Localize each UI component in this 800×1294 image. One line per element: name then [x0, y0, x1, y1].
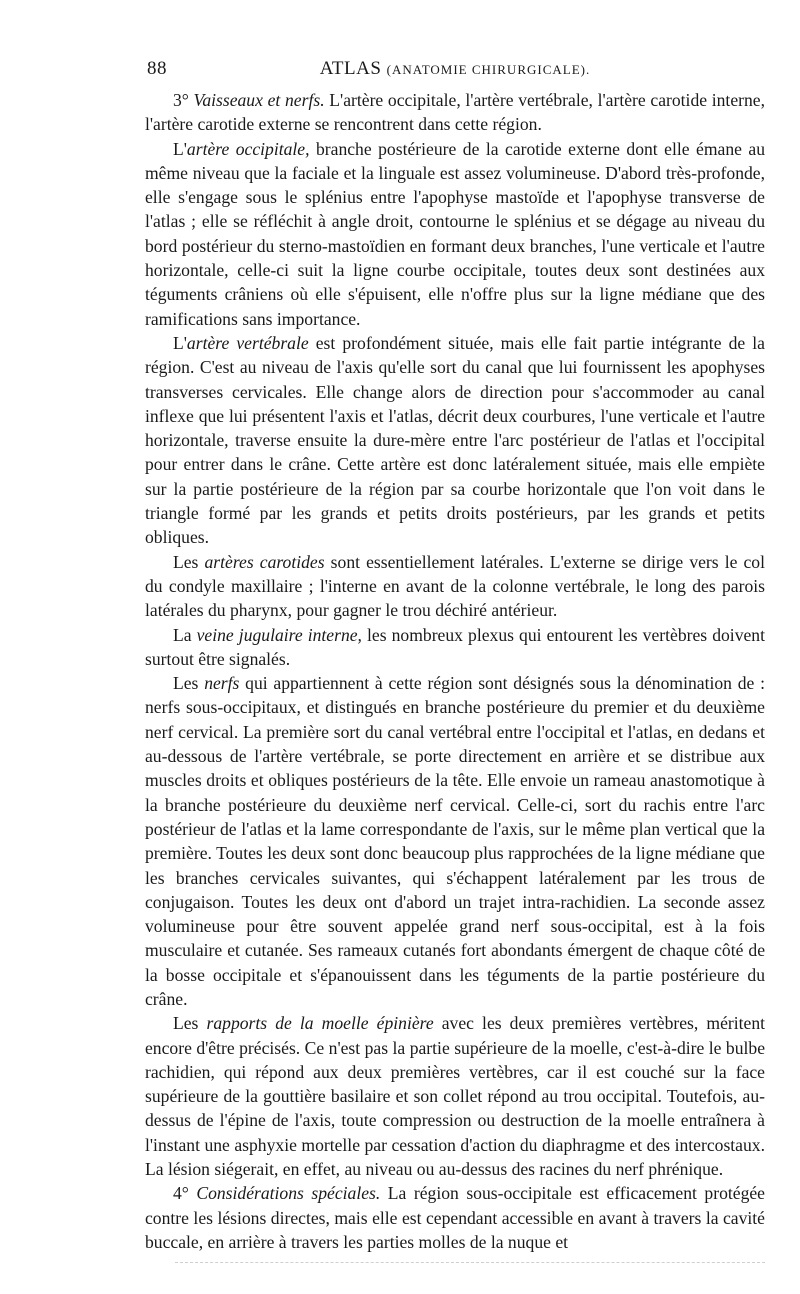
paragraph-text: sont essentiellement latérales. L'externe se dirige vers le col du condyle maxillaire ; l'interne en avant de la colonne vertébrale, le long des parois latérales du pharynx, pour gagner le trou déchiré antérieur.: [145, 551, 765, 621]
paragraph-text: La région sous-occipitale est efficacement protégée contre les lésions directes, mais elle est cependant accessible en avant à travers la cavité buccale, en arrière à travers les parties molles de la nuque et: [145, 1183, 765, 1252]
paragraph-nerfs: [145, 671, 765, 1011]
paragraph-heading: artère occipitale,: [186, 138, 310, 159]
paragraph-text: les nombreux plexus qui entourent les vertèbres doivent surtout être signalés.: [145, 624, 765, 669]
paragraph-lead: Les: [173, 1013, 207, 1034]
paragraph-lead: 4°: [173, 1183, 197, 1204]
footer-rule: [175, 1262, 765, 1263]
page-content: [145, 58, 765, 1254]
paragraph-lead: La: [173, 624, 197, 645]
paragraph-heading: veine jugulaire interne,: [196, 624, 362, 645]
paragraph-heading: artère vertébrale: [186, 332, 309, 353]
paragraph-heading: Considérations spéciales.: [196, 1183, 381, 1204]
paragraph-heading: nerfs: [204, 673, 240, 694]
paragraph-text: qui appartiennent à cette région sont désignés sous la dénomination de : nerfs sous-occipitaux, et distingués en branche postérieure du premier et du deuxième nerf cervical. La première sort du canal vertébral entre l'occipital et l'atlas, en dedans et au-dessous de l'artère vertébrale, se porte directement en arrière et se distribue aux muscles droits et obliques postérieurs de la tête. Elle envoie un rameau anastomotique à la branche postérieure du deuxième nerf cervical. Celle-ci, sort du rachis entre l'arc postérieur de l'atlas et la lame correspondante de l'axis, sur le même plan vertical que la première. Toutes les deux sont donc beaucoup plus rapprochées de la ligne médiane que les branches cervicales suivantes, qui s'échappent latéralement par les trous de conjugaison. Toutes les deux ont d'abord un trajet intra-rachidien. La seconde assez volumineuse pour être souvent appelée grand nerf sous-occipital, est à la fois musculaire et cutanée. Ses rameaux cutanés fort abondants émergent de chaque côté de la bosse occipitale et s'épanouissent dans les téguments de la partie postérieure du crâne.: [145, 673, 765, 1009]
paragraph-veine-jugulaire: [145, 623, 765, 672]
paragraph-heading: Vaisseaux et nerfs.: [193, 90, 325, 110]
running-title-sub: (ANATOMIE CHIRURGICALE).: [386, 62, 591, 77]
paragraph-text: L'artère occipitale, l'artère vertébrale, l'artère carotide interne, l'artère carotide externe se rencontrent dans cette région.: [145, 90, 765, 135]
running-title: [145, 58, 765, 80]
paragraph-rapports-moelle: [145, 1011, 765, 1181]
paragraph-considerations-speciales: [145, 1181, 765, 1254]
paragraph-lead: L': [173, 138, 187, 159]
paragraph-heading: rapports de la moelle épinière: [206, 1013, 434, 1034]
paragraph-text: branche postérieure de la carotide externe dont elle émane au même niveau que la faciale et la linguale est assez volumineuse. D'abord très-profonde, elle s'engage sous le splénius entre l'apophyse mastoïde et l'apophyse transverse de l'atlas ; elle se réfléchit à angle droit, contourne le splénius et se dégage au niveau du bord postérieur du sterno-mastoïdien en formant deux branches, l'une verticale et l'autre horizontale, celle-ci suit la ligne courbe occipitale, toutes deux sont destinées aux téguments crâniens où elle s'épuisent, elle n'offre plus sur la ligne médiane que des ramifications sans importance.: [145, 138, 766, 329]
paragraph-lead: 3°: [173, 90, 194, 110]
paragraph-vaisseaux-et-nerfs: [145, 88, 765, 137]
paragraph-artere-occipitale: [145, 137, 765, 331]
paragraph-heading: artères carotides: [204, 551, 325, 572]
paragraph-artere-vertebrale: [145, 331, 765, 550]
paragraph-lead: Les: [173, 551, 205, 572]
running-title-main: ATLAS: [319, 58, 382, 79]
paragraph-lead: Les: [173, 673, 205, 694]
paragraph-lead: L': [173, 332, 187, 353]
page-header: [145, 58, 765, 88]
paragraph-arteres-carotides: [145, 550, 765, 623]
paragraph-text: est profondément située, mais elle fait partie intégrante de la région. C'est au niveau de l'axis qu'elle sort du canal que lui fournissent les apophyses transverses cervicales. Elle change alors de direction pour s'accommoder au canal inflexe que lui présentent l'axis et l'atlas, décrit deux courbures, l'une verticale et l'autre horizontale, traverse ensuite la dure-mère entre l'arc postérieur de l'atlas et l'occipital pour entrer dans le crâne. Cette artère est donc latéralement située, mais elle empiète sur la partie postérieure de la région par sa courbe horizontale que l'on voit dans le triangle formé par les grands et petits droits postérieurs, par les grands et petits obliques.: [145, 332, 765, 548]
paragraph-text: avec les deux premières vertèbres, méritent encore d'être précisés. Ce n'est pas la partie supérieure de la moelle, c'est-à-dire le bulbe rachidien, qui répond aux deux premières vertèbres, car il est couché sur la face supérieure de la gouttière basilaire et son collet répond au trou occipital. Toutefois, au-dessus de l'épine de l'axis, toute compression ou destruction de la moelle entraînera à l'instant une asphyxie mortelle par cessation d'action du diaphragme et des intercostaux. La lésion siégerait, en effet, au niveau ou au-dessus des racines du nerf phrénique.: [145, 1013, 766, 1180]
page-number: 88: [147, 58, 167, 79]
